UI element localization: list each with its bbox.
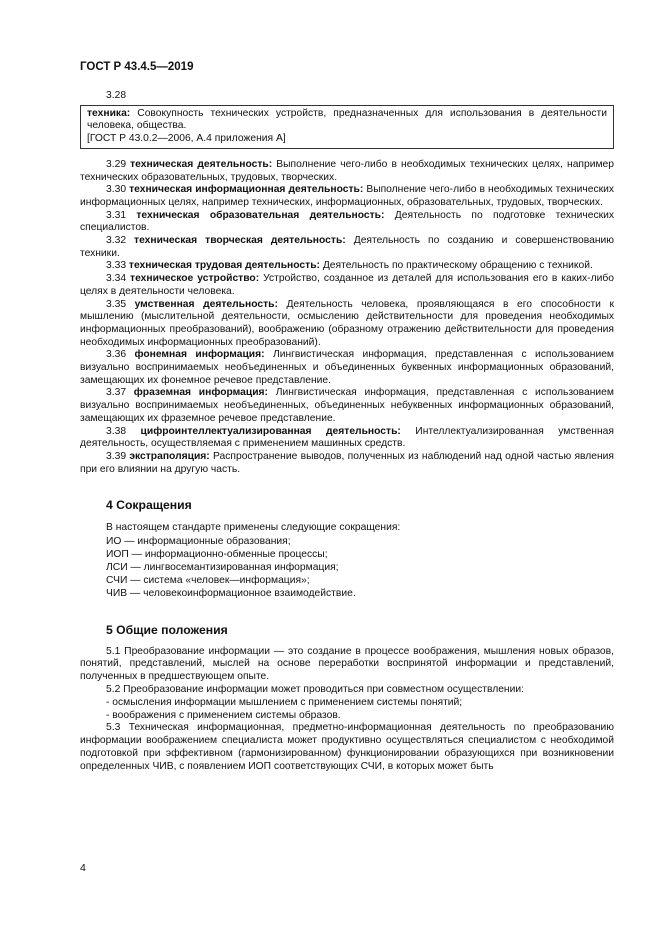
terms-list <box>80 159 614 477</box>
section-4-heading: 4 Сокращения <box>106 498 192 513</box>
abbreviation-line: ЛСИ — лингвосемантизированная информация; <box>106 562 339 573</box>
term-entry: 3.30 техническая информационная деятельность: Выполнение чего-либо в необходимых технических информационных целях, например технических, информационных, образовательных, трудовых, творческих. <box>80 184 614 208</box>
term-entry: 3.39 экстраполяция: Распространение выводов, полученных из наблюдений над одной частью явления при его влиянии на другую часть. <box>80 450 615 475</box>
boxed-term-number: 3.28 <box>106 90 127 101</box>
abbreviation-line: СЧИ — система «человек—информация»; <box>106 575 310 587</box>
abbreviations-intro: В настоящем стандарте применены следующие сокращения: <box>106 522 401 534</box>
abbreviation-line: ИОП — информационно-обменные процессы; <box>106 548 328 560</box>
term-entry: 3.32 техническая творческая деятельность: Деятельность по созданию и совершенствованию техники. <box>80 235 615 259</box>
section-5-heading: 5 Общие положения <box>106 622 228 637</box>
term-text: Совокупность технических устройств, предназначенных для использования в деятельности человека, общества. <box>87 107 607 132</box>
term-entry: 3.31 техническая образовательная деятельность: Деятельность по подготовке технических специалистов. <box>80 209 614 234</box>
boxed-term-frame <box>80 105 614 149</box>
provision-paragraph: 5.3 Техническая информационная, предметно-информационная деятельность по преобразованию информации воображением специалиста может продуктивно осуществляться специалистом с необходимой подготовкой при эффективном (гармонизированном) функционировании образующихся при возникновении определенных ЧИВ, с появлением ИОП соответствующих СЧИ, в которых может быть <box>80 722 614 772</box>
term-entry: 3.37 фраземная информация: Лингвистическая информация, представленная с использованием визуально воспринимаемых необъединенных, объединенных небуквенных информационных образований, замещающих их фраземное речевое представление. <box>80 387 614 424</box>
provision-paragraph: - воображения с применением системы образов. <box>106 709 341 721</box>
page-number: 4 <box>80 862 86 874</box>
term-label: техника: <box>87 107 131 119</box>
term-source: [ГОСТ Р 43.0.2—2006, А.4 приложения А] <box>87 133 286 145</box>
boxed-term-definition <box>87 108 607 133</box>
term-entry: 3.38 цифроинтеллектуализированная деятельность: Интеллектуализированная умственная деятельность, осуществляемая с применением машинных средств. <box>80 425 614 450</box>
term-entry: 3.33 техническая трудовая деятельность: Деятельность по практическому обращению с техникой. <box>106 260 593 272</box>
term-entry: 3.35 умственная деятельность: Деятельность человека, проявляющаяся в его способности к мышлению (мыслительной деятельности, осмыслению действительности для проведения необходимых информационных преобразований), воображению (образному отражению действительности для проведения необходимых информационных преобразований). <box>80 298 614 348</box>
abbreviation-line: ИО — информационные образования; <box>106 535 291 547</box>
page-content <box>80 90 614 774</box>
term-entry: 3.36 фонемная информация: Лингвистическая информация, представленная с использованием визуально воспринимаемых необъединенных и объединенных буквенных информационных образований, замещающих их фонемное речевое представление. <box>80 349 614 386</box>
provision-paragraph: 5.2 Преобразование информации может проводиться при совместном осуществлении: <box>106 684 524 695</box>
standard-designation: ГОСТ Р 43.4.5—2019 <box>80 61 194 73</box>
general-provisions <box>80 646 614 774</box>
term-entry: 3.34 техническое устройство: Устройство, созданное из деталей для использования его в каких-либо целях в деятельности человека. <box>80 273 614 297</box>
abbreviations-list <box>80 521 614 600</box>
abbreviation-line: ЧИВ — человекоинформационное взаимодействие. <box>106 588 356 600</box>
provision-paragraph: 5.1 Преобразование информации — это создание в процессе воображения, мышления новых образов, понятий, представлений, мыслей на основе переработки воспринятой информации и представлений, полученных в предшествующем опыте. <box>80 645 614 683</box>
provision-paragraph: - осмысления информации мышлением с применением системы понятий; <box>106 696 463 708</box>
term-entry: 3.29 техническая деятельность: Выполнение чего-либо в необходимых технических целях, например технических образовательных, трудовых, творческих. <box>80 158 615 183</box>
